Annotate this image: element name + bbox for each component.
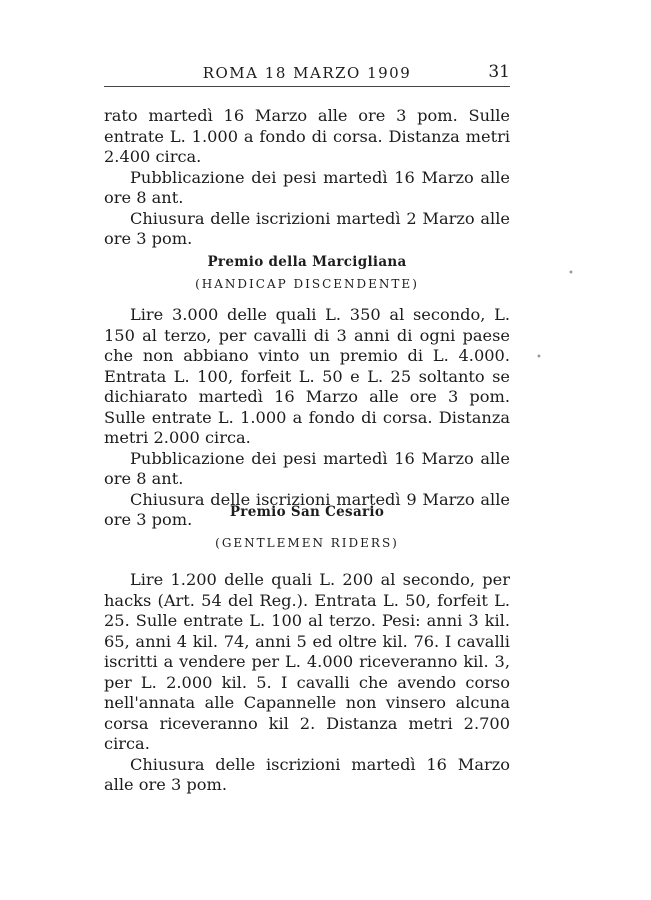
section-body [104,570,510,796]
section-paragraph: Chiusura delle iscrizioni martedì 9 Marzo alle ore 3 pom. [104,489,510,529]
speck-mark: • [568,268,574,279]
intro-paragraph: rato martedì 16 Marzo alle ore 3 pom. Sulle entrate L. 1.000 a fondo di corsa. Distanza metri 2.400 circa. [104,106,510,166]
page-number: 31 [488,62,510,82]
section-subtitle: (HANDICAP DISCENDENTE) [195,277,419,291]
section-body [104,305,510,531]
speck-mark: • [536,352,542,363]
running-head-title: ROMA 18 MARZO 1909 [202,64,412,82]
section-paragraph: Chiusura delle iscrizioni martedì 16 Marzo alle ore 3 pom. [104,754,510,794]
section-title: Premio San Cesario [229,504,385,520]
intro-text [104,106,510,250]
intro-paragraph: Chiusura delle iscrizioni martedì 2 Marzo alle ore 3 pom. [104,208,510,248]
section-subtitle: (GENTLEMEN RIDERS) [215,536,399,550]
section-paragraph: Pubblicazione dei pesi martedì 16 Marzo alle ore 8 ant. [104,448,510,488]
running-head [104,62,510,87]
section-title: Premio della Marcigliana [207,254,407,270]
intro-paragraph: Pubblicazione dei pesi martedì 16 Marzo alle ore 8 ant. [104,167,510,207]
section-paragraph: Lire 1.200 delle quali L. 200 al secondo, per hacks (Art. 54 del Reg.). Entrata L. 50, forfeit L. 25. Sulle entrate L. 100 al terzo. Pesi: anni 3 kil. 65, anni 4 kil. 74, anni 5 ed oltre kil. 76. I cavalli iscritti a vendere per L. 4.000 riceveranno kil. 3, per L. 2.000 kil. 5. I cavalli che avendo corso nell'annata alle Capannelle non vinsero alcuna corsa riceveranno kil 2. Distanza metri 2.700 circa. [104,570,510,753]
section-paragraph: Lire 3.000 delle quali L. 350 al secondo, L. 150 al terzo, per cavalli di 3 anni di ogni paese che non abbiano vinto un premio di L. 4.000. Entrata L. 100, forfeit L. 50 e L. 25 soltanto se dichiarato martedì 16 Marzo alle ore 3 pom. Sulle entrate L. 1.000 a fondo di corsa. Distanza metri 2.000 circa. [104,305,510,447]
